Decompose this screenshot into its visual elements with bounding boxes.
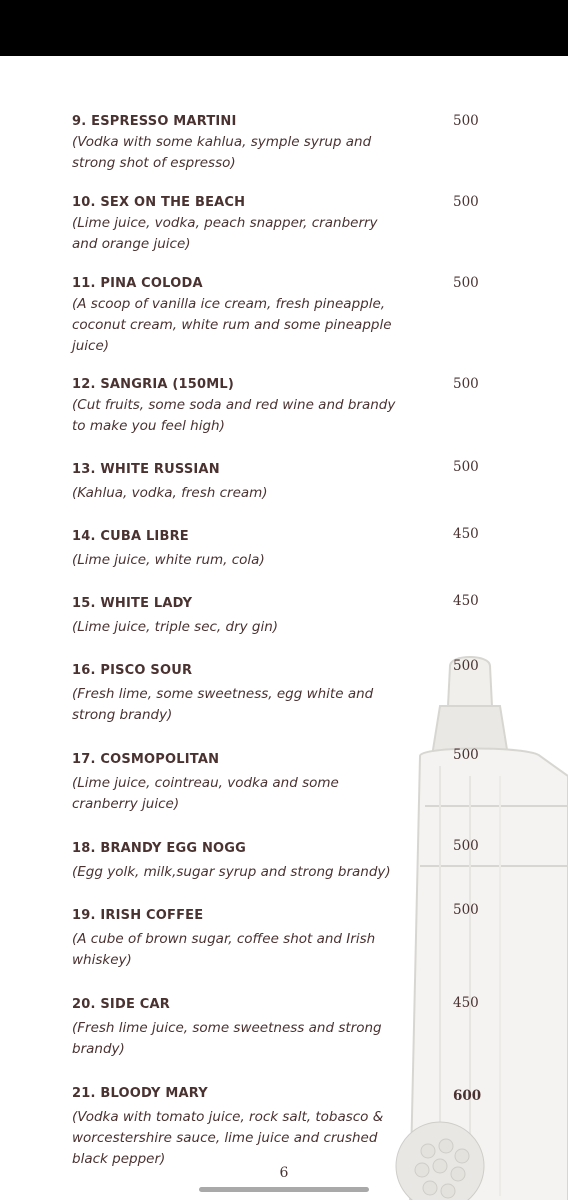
- menu-item-price: 500: [453, 902, 479, 918]
- menu-item-price: 450: [453, 593, 479, 609]
- menu-item-title: 17. COSMOPOLITAN: [72, 752, 220, 767]
- home-indicator[interactable]: [199, 1187, 369, 1192]
- menu-item-price: 500: [453, 459, 479, 475]
- menu-item-price: 450: [453, 526, 479, 542]
- menu-item-title: 20. SIDE CAR: [72, 997, 170, 1012]
- menu-item-price: 500: [453, 194, 479, 210]
- menu-item: [72, 661, 492, 726]
- menu-item-title: 14. CUBA LIBRE: [72, 529, 189, 544]
- menu-item-title: 10. SEX ON THE BEACH: [72, 195, 246, 210]
- menu-item-title: 15. WHITE LADY: [72, 596, 193, 611]
- menu-item-title: 12. SANGRIA (150ML): [72, 377, 235, 392]
- menu-item: [72, 750, 492, 815]
- menu-item-price: 450: [453, 995, 479, 1011]
- menu-item: [72, 193, 492, 255]
- menu-item-description: (Cut fruits, some soda and red wine and brandy to make you feel high): [72, 397, 396, 434]
- menu-item-title: 21. BLOODY MARY: [72, 1086, 208, 1101]
- menu-item: [72, 995, 492, 1060]
- menu-item-title: 13. WHITE RUSSIAN: [72, 462, 220, 477]
- menu-item-price: 500: [453, 747, 479, 763]
- menu-item-description: (A scoop of vanilla ice cream, fresh pineapple, coconut cream, white rum and some pineapple juice): [72, 296, 392, 354]
- page-number: 6: [279, 1165, 289, 1181]
- menu-item-price: 600: [453, 1088, 482, 1104]
- menu-item-description: (Fresh lime, some sweetness, egg white and strong brandy): [72, 686, 374, 723]
- menu-item-description: (Vodka with some kahlua, symple syrup and strong shot of espresso): [72, 134, 372, 171]
- menu-item-description: (Fresh lime juice, some sweetness and strong brandy): [72, 1020, 382, 1057]
- menu-item: [72, 274, 492, 357]
- menu-item-description: (Kahlua, vodka, fresh cream): [72, 485, 268, 501]
- menu-item-price: 500: [453, 838, 479, 854]
- menu-item: [72, 112, 492, 174]
- menu-item-description: (Lime juice, white rum, cola): [72, 552, 265, 568]
- menu-item-description: (Egg yolk, milk,sugar syrup and strong brandy): [72, 864, 391, 880]
- menu-item-description: (Lime juice, vodka, peach snapper, cranberry and orange juice): [72, 215, 378, 252]
- menu-item-title: 16. PISCO SOUR: [72, 663, 193, 678]
- status-bar: [0, 0, 568, 56]
- menu-item: [72, 375, 492, 437]
- menu-item: [72, 1084, 492, 1170]
- menu-item-description: (Lime juice, triple sec, dry gin): [72, 619, 279, 635]
- menu-item-price: 500: [453, 113, 479, 129]
- menu-item-title: 11. PINA COLODA: [72, 276, 203, 291]
- menu-item-price: 500: [453, 275, 479, 291]
- menu-item-title: 19. IRISH COFFEE: [72, 908, 204, 923]
- menu-item: [72, 460, 492, 504]
- menu-item: [72, 839, 492, 883]
- menu-item: [72, 594, 492, 638]
- menu-item-description: (Lime juice, cointreau, vodka and some cranberry juice): [72, 775, 339, 812]
- menu-item-price: 500: [453, 376, 479, 392]
- menu-item-title: 18. BRANDY EGG NOGG: [72, 841, 247, 856]
- menu-item-price: 500: [453, 658, 479, 674]
- menu-item-title: 9. ESPRESSO MARTINI: [72, 114, 237, 129]
- menu-item: [72, 527, 492, 571]
- menu-page[interactable]: [0, 56, 568, 1200]
- menu-item-description: (Vodka with tomato juice, rock salt, tobasco & worcestershire sauce, lime juice and crushed black pepper): [72, 1109, 384, 1167]
- menu-item: [72, 906, 492, 971]
- menu-item-description: (A cube of brown sugar, coffee shot and Irish whiskey): [72, 931, 376, 968]
